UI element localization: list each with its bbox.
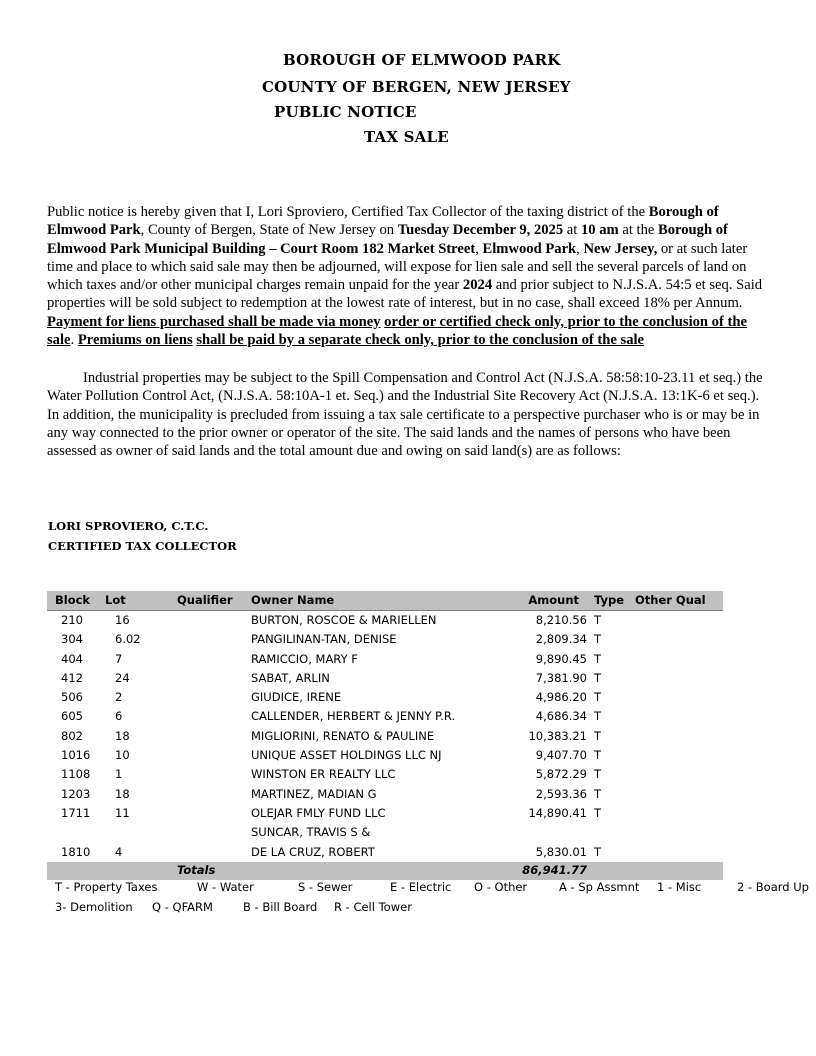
cell-type: T xyxy=(594,690,602,705)
cell-owner-name: WINSTON ER REALTY LLC xyxy=(251,767,396,782)
table-row xyxy=(47,765,723,784)
cell-block: 304 xyxy=(61,632,83,647)
cell-owner-name: RAMICCIO, MARY F xyxy=(251,651,358,666)
cell-owner-name: GIUDICE, IRENE xyxy=(251,690,342,705)
text-bold: Borough of Elmwood Park xyxy=(47,204,719,239)
text: , xyxy=(576,240,584,257)
cell-owner-name: MIGLIORINI, RENATO & PAULINE xyxy=(251,728,435,743)
table-row xyxy=(47,707,723,726)
totals-row xyxy=(47,862,723,880)
notice-header-public-notice: PUBLIC NOTICE xyxy=(274,103,417,121)
cell-lot: 24 xyxy=(115,670,130,685)
cell-lot: 6.02 xyxy=(115,632,141,647)
notice-header-tax-sale: TAX SALE xyxy=(364,128,449,146)
cell-lot: 4 xyxy=(115,844,123,859)
legend-item: W - Water xyxy=(197,880,254,894)
table-row xyxy=(47,843,723,862)
cell-block: 412 xyxy=(61,670,83,685)
legend-item: A - Sp Assmnt xyxy=(559,880,640,894)
notice-header-borough: BOROUGH OF ELMWOOD PARK xyxy=(283,51,561,69)
cell-amount: 8,210.56 xyxy=(535,613,587,627)
cell-owner-name: MARTINEZ, MADIAN G xyxy=(251,786,377,801)
cell-owner-name: PANGILINAN-TAN, DENISE xyxy=(251,632,397,647)
cell-block: 605 xyxy=(61,709,83,724)
cell-type: T xyxy=(594,805,602,820)
totals-label: Totals xyxy=(177,862,216,877)
cell-lot: 11 xyxy=(115,805,130,820)
legend-item: Q - QFARM xyxy=(152,900,213,914)
table-row xyxy=(47,746,723,765)
totals-amount: 86,941.77 xyxy=(522,862,587,877)
cell-type: T xyxy=(594,651,602,666)
cell-amount: 9,407.70 xyxy=(535,748,587,763)
legend-item: 2 - Board Up xyxy=(737,880,809,894)
notice-paragraph-1 xyxy=(47,203,763,349)
cell-lot: 18 xyxy=(115,786,130,801)
cell-lot: 1 xyxy=(115,767,123,782)
text: or at such later time and place to which said sale may then be adjourned, will expose for lien sale and sell the several parcels of land on which taxes and/or other municipal charges remain unpaid for the year xyxy=(47,240,748,294)
text: . xyxy=(70,332,78,349)
legend-item: 1 - Misc xyxy=(657,880,702,894)
cell-amount: 4,686.34 xyxy=(535,709,587,724)
collector-title: CERTIFIED TAX COLLECTOR xyxy=(48,539,237,553)
table-row xyxy=(47,804,723,823)
table-body xyxy=(47,611,723,862)
cell-lot: 16 xyxy=(115,613,130,627)
payment-terms: order or certified check only, prior to the conclusion of the sale xyxy=(47,313,747,349)
cell-block: 404 xyxy=(61,651,83,666)
cell-amount: 10,383.21 xyxy=(528,728,587,743)
cell-block: 1810 xyxy=(61,844,91,859)
sale-location: Borough of Elmwood Park Municipal Building – Court Room 182 Market Street xyxy=(47,222,728,257)
legend-item: E - Electric xyxy=(390,880,452,894)
cell-amount: 2,593.36 xyxy=(535,786,587,801)
cell-lot: 7 xyxy=(115,651,123,666)
cell-owner-name: OLEJAR FMLY FUND LLC xyxy=(251,805,386,820)
cell-lot: 6 xyxy=(115,709,123,724)
text: Industrial properties may be subject to the Spill Compensation and Control Act (N.J.S.A. 58:58:10-23.11 et seq.) the Water Pollution Control Act, (N.J.S.A. 58:10A-1 et. Seq.) and the Industrial Site Recovery Act (N.J.S.A. 13:1K-6 et seq.). In addition, the municipality is precluded from issuing a tax sale certificate to a perspective purchaser who is or may be in any way connected to the prior owner or operator of the site. The said lands and the names of persons who have been assessed as owner of said lands and the total amount due and owing on said land(s) are as follows: xyxy=(47,370,763,460)
cell-block: 1711 xyxy=(61,805,91,820)
cell-owner-name: SUNCAR, TRAVIS S & xyxy=(251,825,371,840)
legend-item: S - Sewer xyxy=(298,880,353,894)
column-header-other-qual: Other Qual xyxy=(635,593,706,607)
sale-time: 10 am xyxy=(581,222,619,239)
table-row xyxy=(47,727,723,746)
column-header-lot: Lot xyxy=(105,593,126,607)
cell-type: T xyxy=(594,767,602,782)
cell-block: 210 xyxy=(61,613,83,627)
cell-lot: 18 xyxy=(115,728,130,743)
cell-amount: 14,890.41 xyxy=(528,805,587,820)
table-header xyxy=(47,591,723,611)
legend-item: B - Bill Board xyxy=(243,900,318,914)
text-bold: Elmwood Park xyxy=(482,240,577,257)
cell-owner-name: UNIQUE ASSET HOLDINGS LLC NJ xyxy=(251,748,442,763)
column-header-type: Type xyxy=(594,593,625,607)
notice-header-county: COUNTY OF BERGEN, NEW JERSEY xyxy=(262,78,571,96)
cell-type: T xyxy=(594,613,602,627)
cell-type: T xyxy=(594,786,602,801)
cell-block: 1203 xyxy=(61,786,91,801)
text-bold: New Jersey, xyxy=(583,240,658,257)
table-row xyxy=(47,823,723,842)
cell-block: 506 xyxy=(61,690,83,705)
text: , xyxy=(475,240,483,257)
cell-type: T xyxy=(594,728,602,743)
cell-block: 1016 xyxy=(61,748,91,763)
cell-owner-name: CALLENDER, HERBERT & JENNY P.R. xyxy=(251,709,456,724)
cell-lot: 10 xyxy=(115,748,130,763)
column-header-qualifier: Qualifier xyxy=(177,593,233,607)
table-row xyxy=(47,630,723,649)
cell-owner-name: SABAT, ARLIN xyxy=(251,670,330,685)
cell-amount: 7,381.90 xyxy=(535,670,587,685)
cell-type: T xyxy=(594,709,602,724)
cell-amount: 4,986.20 xyxy=(535,690,587,705)
cell-type: T xyxy=(594,748,602,763)
cell-type: T xyxy=(594,632,602,647)
tax-sale-table xyxy=(47,591,723,880)
table-row xyxy=(47,650,723,669)
column-header-block: Block xyxy=(55,593,91,607)
cell-owner-name: DE LA CRUZ, ROBERT xyxy=(251,844,375,859)
cell-type: T xyxy=(594,844,602,859)
cell-block: 802 xyxy=(61,728,83,743)
legend-item: T - Property Taxes xyxy=(55,880,158,894)
text: and prior subject to N.J.S.A. 54:5 et seq. Said properties will be sold subject to redemption at the lowest rate of interest, but in no case, shall exceed 18% per Annum. xyxy=(47,277,763,312)
column-header-owner-name: Owner Name xyxy=(251,593,335,607)
text: Public notice is hereby given that I, Lori Sproviero, Certified Tax Collector of the taxing district of the xyxy=(47,204,649,220)
tax-year: 2024 xyxy=(462,277,493,294)
column-header-amount: Amount xyxy=(528,593,579,607)
text: at xyxy=(563,222,581,239)
payment-terms: Payment for liens purchased shall be made via money xyxy=(47,313,381,330)
text: at the xyxy=(618,222,659,239)
cell-block: 1108 xyxy=(61,767,91,782)
table-row xyxy=(47,688,723,707)
cell-lot: 2 xyxy=(115,690,123,705)
text: , County of Bergen, State of New Jersey on xyxy=(140,222,398,239)
cell-amount: 9,890.45 xyxy=(535,651,587,666)
notice-paragraph-2 xyxy=(47,369,763,460)
cell-owner-name: BURTON, ROSCOE & MARIELLEN xyxy=(251,613,437,627)
table-row xyxy=(47,611,723,630)
premium-terms: shall be paid by a separate check only, prior to the conclusion of the sale xyxy=(196,332,645,349)
cell-amount: 5,872.29 xyxy=(535,767,587,782)
legend-item: 3- Demolition xyxy=(55,900,133,914)
legend-item: O - Other xyxy=(474,880,528,894)
cell-amount: 5,830.01 xyxy=(535,844,587,859)
collector-name: LORI SPROVIERO, C.T.C. xyxy=(48,519,209,533)
legend-item: R - Cell Tower xyxy=(334,900,412,914)
sale-date: Tuesday December 9, 2025 xyxy=(397,222,564,239)
premium-terms: Premiums on liens xyxy=(77,332,193,349)
cell-type: T xyxy=(594,670,602,685)
table-row xyxy=(47,785,723,804)
table-row xyxy=(47,669,723,688)
cell-amount: 2,809.34 xyxy=(535,632,587,647)
